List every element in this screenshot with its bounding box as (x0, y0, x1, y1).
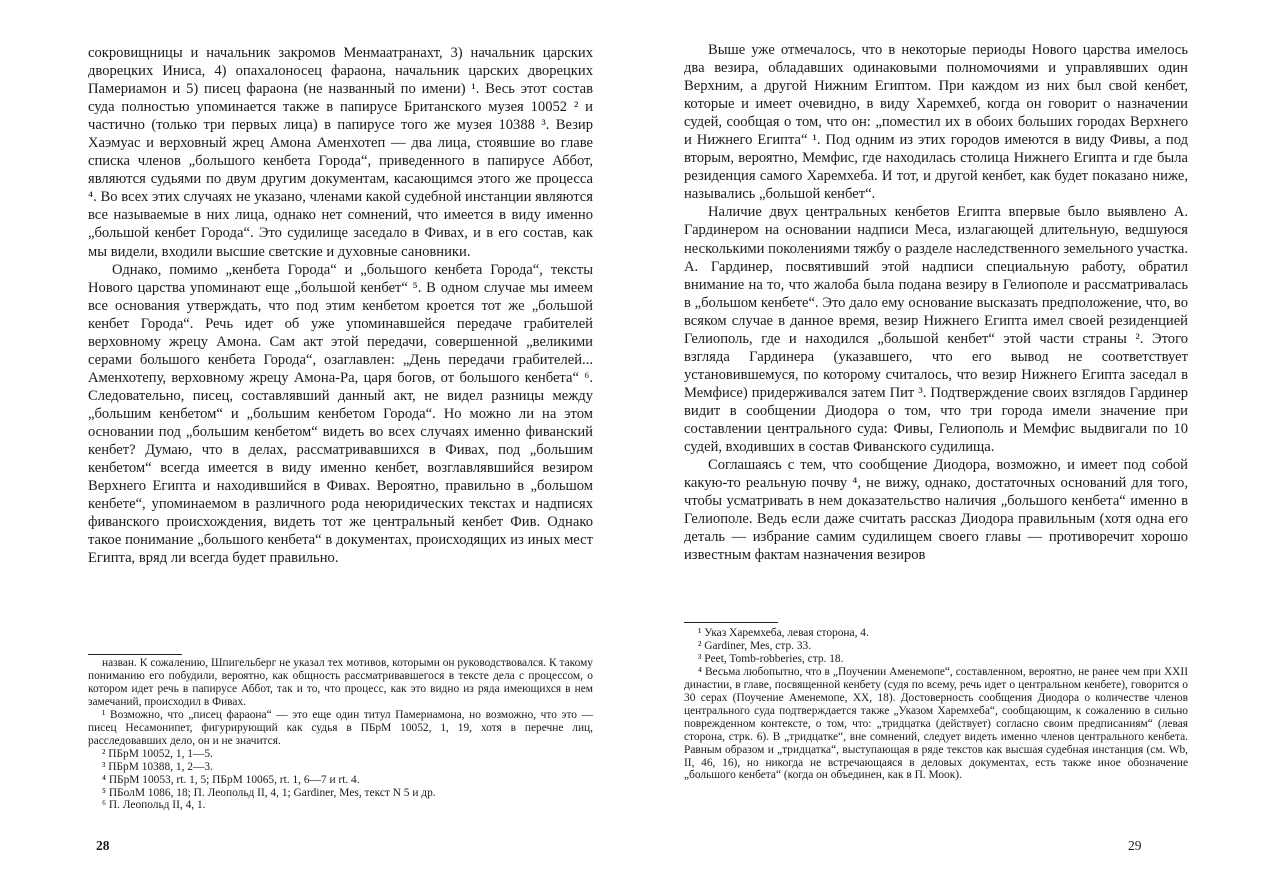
page-number: 28 (96, 838, 110, 853)
footnote: ¹ Возможно, что „писец фараона“ — это еще один титул Памериамона, но возможно, что это — писец Несамонипет, фигурирующий как судья в ПБрМ 10052, 1, 19, хотя в перечне лиц, расследовавших дело, он и не значится. (88, 708, 593, 747)
left-footnotes (88, 657, 593, 812)
left-main-text (88, 44, 593, 567)
footnote: ² ПБрМ 10052, 1, 1—5. (102, 747, 213, 760)
footnote: ³ Peet, Tomb-robberies, стр. 18. (698, 652, 844, 665)
paragraph: Наличие двух центральных кенбетов Египта впервые было выявлено А. Гардинером на основании надписи Меса, излагающей длительную, ведшуюся несколькими поколениями тяжбу о разделе наследственного земельного участка. А. Гардинер, посвятивший этой надписи специальную работу, обратил внимание на то, что жалоба была подана везиру в Гелиополе и рассматривалась в „большом кенбете“. Это дало ему основание высказать предположение, что, во всяком случае в данное время, везир Нижнего Египта имел своей резиденцией Гелиополь, где и находился „большой кенбет“ этой части страны ². Этого взгляда Гардинера (указавшего, что его вывод не соответствует установившемуся, по которому считалось, что везир Нижнего Египта заседал в Мемфисе) придерживался затем Пит ³. Подтверждение своих взглядов Гардинер видит в сообщении Диодора о том, что три города имели значение при составлении центрального суда: Фивы, Гелиополь и Мемфис выдвигали по 10 судей, входивших в состав Фиванского судилища. (684, 204, 1188, 456)
footnote: ⁴ ПБрМ 10053, rt. 1, 5; ПБрМ 10065, rt. 1, 6—7 и rt. 4. (102, 773, 360, 786)
footnote: ² Gardiner, Mes, стр. 33. (698, 639, 812, 652)
paragraph: Соглашаясь с тем, что сообщение Диодора, возможно, и имеет под собой какую-то реальную почву ⁴, не вижу, однако, достаточных оснований для того, чтобы усматривать в нем доказательство наличия „большого кенбета“ именно в Гелиополе. Ведь если даже считать рассказ Диодора правильным (хотя одна его деталь — избрание самим судилищем своего главы — противоречит хорошо известным фактам назначения везиров (684, 457, 1188, 564)
footnote: назван. К сожалению, Шпигельберг не указал тех мотивов, которыми он руководствовался. К такому пониманию его побудили, вероятно, как общность рассматривавшегося в тексте дела с процессом, о котором идет речь в папирусе Аббот, так и то, что процесс, как это видно из ряда имеющихся в нем замечаний, происходил в Фивах. (88, 657, 593, 708)
footnote: ⁶ П. Леопольд II, 4, 1. (102, 799, 206, 812)
paragraph: Выше уже отмечалось, что в некоторые периоды Нового царства имелось два везира, обладавших одинаковыми полномочиями и управлявших один Верхним, а другой Нижним Египтом. При каждом из них был свой кенбет, которые и имеет очевидно, в виду Харемхеб, когда он говорит о назначении судей, сообщая о том, что он: „поместил их в обоих больших городах Верхнего и Нижнего Египта“ ¹. Под одним из этих городов имеются в виду Фивы, а под вторым, вероятно, Мемфис, где находилась столица Нижнего Египта и где была резиденция самого Харемхеба. И тот, и другой кенбет, как будет показано ниже, назывались „большой кенбет“. (684, 42, 1188, 203)
footnote-divider (684, 622, 778, 623)
paragraph: сокровищницы и начальник закромов Менмаатранахт, 3) начальник царских дворецких Иниса, 4) опахалоносец фараона, начальник царских дворецких Памериамон и 5) писец фараона (не названный по имени) ¹. Весь этот состав суда полностью упоминается также в папирусе Британского музея 10052 ² и частично (только три первых лица) в папирусе того же музея 10388 ³. Везир Хаэмуас и верховный жрец Амона Аменхотеп — два лица, стоявшие во главе списка членов „большого кенбета Города“, приведенного в папирусе Аббот, являются судьями по двум другим документам, касающимся этого же процесса ⁴. Во всех этих случаях не указано, членами какой судебной инстанции являются все называемые в них лица, однако нет сомнений, что имеется в виду именно „большой кенбет Города“. Это судилище заседало в Фивах, и в его состав, как мы видели, входили высшие светские и духовные сановники. (88, 45, 593, 260)
footnote-divider (88, 654, 182, 655)
right-page (632, 0, 1263, 893)
footnote: ³ ПБрМ 10388, 1, 2—3. (102, 760, 213, 773)
right-footnotes (684, 627, 1188, 782)
footnote: ¹ Указ Харемхеба, левая сторона, 4. (698, 627, 869, 639)
left-page (0, 0, 631, 893)
paragraph: Однако, помимо „кенбета Города“ и „большого кенбета Города“, тексты Нового царства упоминают еще „большой кенбет“ ⁵. В одном случае мы имеем все основания утверждать, что под этим кенбетом кроется тот же „большой кенбет Города“. Речь идет об уже упоминавшейся передаче грабителей верховному жрецу Амона. Сам акт этой передачи, совершенной „великими серами большого кенбета Города“, озаглавлен: „День передачи грабителей... Аменхотепу, верховному жрецу Амона-Ра, царя богов, от большого кенбета“ ⁶. Следовательно, писец, составлявший данный акт, не видел разницы между „большим кенбетом“ и „большим кенбетом Города“. Но можно ли на этом основании под „большим кенбетом“ видеть во всех случаях именно фиванский кенбет? Думаю, что в делах, рассматривавшихся в Фивах, под „большим кенбетом“ всегда имеется в виду именно кенбет, возглавлявшийся везиром Верхнего Египта и находившийся в Фивах. Вероятно, правильно в „большом кенбете“, упоминаемом в различного рода неюридических текстах и надписях фиванского происхождения, видеть тот же центральный кенбет Фив. Однако такое понимание „большого кенбета“ в документах, происходящих из иных мест Египта, вряд ли всегда будет правильно. (88, 261, 593, 567)
footnote: ⁵ ПБолМ 1086, 18; П. Леопольд II, 4, 1; Gardiner, Mes, текст N 5 и др. (102, 786, 436, 799)
right-main-text (684, 41, 1188, 564)
page-number: 29 (1128, 838, 1142, 853)
footnote: ⁴ Весьма любопытно, что в „Поучении Аменемопе“, составленном, вероятно, не ранее чем при XXII династии, в главе, посвященной кенбету (судя по всему, речь идет о центральном кенбете), говорится о 30 серах (Поучение Аменемопе, XX, 18). Достоверность сообщения Диодора о количестве членов центрального суда подтверждается также „Указом Харемхеба“, сообщающим, к сожалению в сильно поврежденном контексте, о том, что: „тридцатка (действует) согласно своим предписаниям“ (левая сторона, стрк. 6). В „тридцатке“, вне сомнений, следует видеть именно членов центрального кенбета. Равным образом и „тридцатка“, выступающая в ряде текстов как высшая судебная инстанция (см. Wb, II, 46, 16), но никогда не встречающаяся в деловых документах, есть также иное обозначение „большого кенбета“ (когда он объединен, как в П. Моок). (684, 665, 1188, 782)
